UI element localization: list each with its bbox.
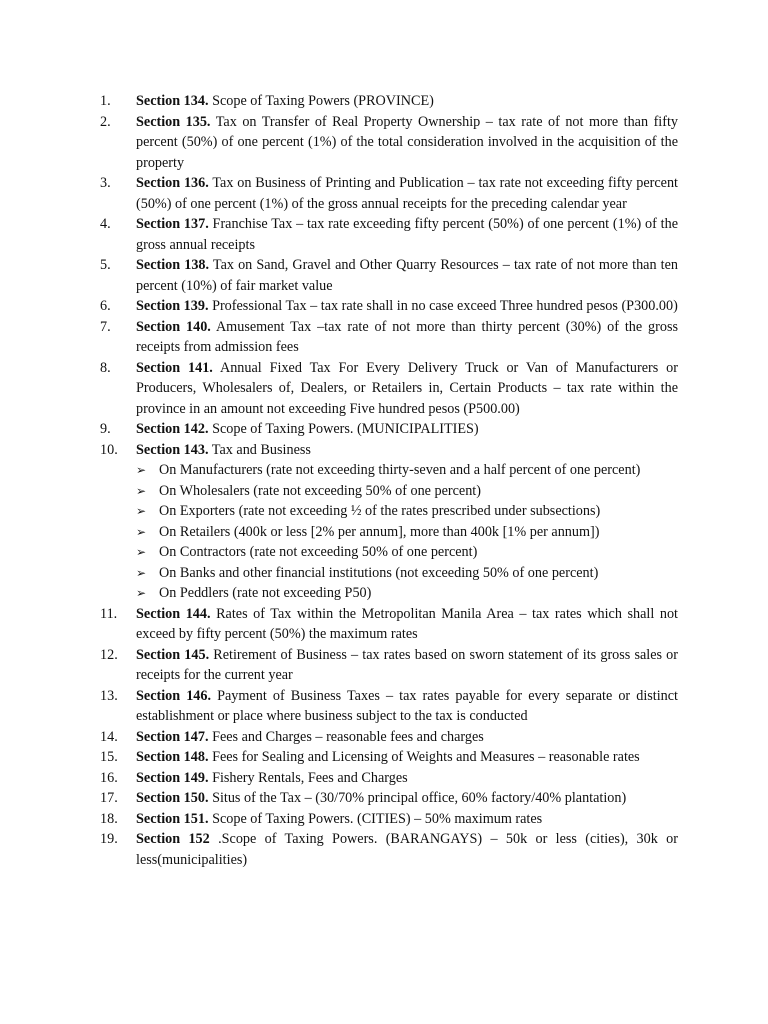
list-item: 16. Section 149. Fishery Rentals, Fees and Charges	[100, 769, 408, 786]
section-label: Section 136.	[136, 175, 209, 191]
item-text: Professional Tax – tax rate shall in no case exceed Three hundred pesos (P300.00)	[208, 298, 678, 314]
section-label: Section 145.	[136, 646, 210, 663]
section-label: Section 146.	[136, 687, 212, 704]
arrow-bullet-icon: ➢	[136, 545, 147, 559]
item-text: Retirement of Business – tax rates based on sworn statement of its gross sales or receipts for the current year	[136, 646, 679, 683]
item-text: Scope of Taxing Powers (PROVINCE)	[208, 93, 434, 109]
item-text: Fees and Charges – reasonable fees and charges	[208, 728, 484, 745]
sub-list-item: ➢ On Banks and other financial institutions (not exceeding 50% of one percent)	[136, 563, 678, 584]
list-item: 5. Section 138. Tax on Sand, Gravel and Other Quarry Resources – tax rate of not more than ten percent (10%) of fair market value	[100, 257, 678, 294]
item-text: Franchise Tax – tax rate exceeding fifty percent (50%) of one percent (1%) of the gross annual receipts	[136, 216, 678, 253]
list-item: 6. Section 139. Professional Tax – tax rate shall in no case exceed Three hundred pesos (P300.00)	[100, 298, 678, 314]
item-text: Fees for Sealing and Licensing of Weights and Measures – reasonable rates	[208, 749, 640, 765]
list-item: 18. Section 151. Scope of Taxing Powers. (CITIES) – 50% maximum rates	[100, 810, 543, 827]
item-text: Scope of Taxing Powers. (MUNICIPALITIES)	[208, 421, 479, 437]
list-item: 1. Section 134. Scope of Taxing Powers (PROVINCE)	[100, 93, 434, 109]
section-label: Section 149.	[136, 769, 209, 786]
section-label: Section 148.	[136, 749, 209, 765]
sub-list-item: ➢ On Contractors (rate not exceeding 50% of one percent)	[136, 542, 678, 563]
arrow-bullet-icon: ➢	[136, 565, 147, 580]
section-label: Section 147.	[136, 728, 209, 745]
sub-list-item: ➢ On Peddlers (rate not exceeding P50)	[136, 583, 678, 604]
item-text: Payment of Business Taxes – tax rates payable for every separate or distinct establishment or place where business subject to the tax is conducted	[136, 687, 678, 724]
sub-list-item: ➢ On Wholesalers (rate not exceeding 50% of one percent)	[136, 481, 678, 502]
section-label: Section 137.	[136, 216, 209, 232]
list-item: 12. Section 145. Retirement of Business – tax rates based on sworn statement of its gross sales or receipts for the current year	[100, 646, 679, 683]
item-text: Fishery Rentals, Fees and Charges	[208, 769, 408, 786]
list-item: 8. Section 141. Annual Fixed Tax For Every Delivery Truck or Van of Manufacturers or Producers, Wholesalers of, Dealers, or Retailers in, Certain Products – tax rate within the province in an amount not exceeding Five hundred pesos (P500.00)	[100, 359, 678, 417]
section-label: Section 141.	[136, 359, 213, 376]
arrow-bullet-icon: ➢	[136, 524, 147, 539]
section-label: Section 140.	[136, 318, 211, 335]
section-list	[0, 91, 678, 870]
item-text: Tax on Sand, Gravel and Other Quarry Resources – tax rate of not more than ten percent (10%) of fair market value	[136, 257, 678, 294]
section-label: Section 151.	[136, 810, 209, 827]
arrow-bullet-icon: ➢	[136, 586, 147, 600]
item-text: Tax and Business	[208, 441, 311, 458]
list-item: 10. Section 143. Tax and Business ➢ On Manufacturers (rate not exceeding thirty-seven and a half percent of one percent) ➢ On Wholesalers (rate not exceeding 50% of one percent) ➢ On Exporters (rate not exceeding ½ of the rates prescribed under subsections) ➢ On Retailers (400k or less [2% per annum], more than 400k [1% per annum]) ➢ On Contractors (rate not exceeding 50% of one percent) ➢ On Banks and other financial institutions (not exceeding 50% of one percent) ➢ On Peddlers (rate not exceeding P50)	[0, 440, 678, 604]
item-text: Situs of the Tax – (30/70% principal office, 60% factory/40% plantation)	[208, 790, 627, 806]
list-item: 17. Section 150. Situs of the Tax – (30/70% principal office, 60% factory/40% plantation)	[100, 790, 627, 806]
arrow-bullet-icon: ➢	[136, 504, 147, 518]
item-text: Amusement Tax –tax rate of not more than thirty percent (30%) of the gross receipts from admission fees	[136, 318, 678, 355]
section-label: Section 150.	[136, 790, 209, 806]
section-label: Section 139.	[136, 298, 209, 314]
section-label: Section 143.	[136, 441, 209, 458]
list-item: 14. Section 147. Fees and Charges – reasonable fees and charges	[100, 728, 484, 745]
item-text: Scope of Taxing Powers. (CITIES) – 50% maximum rates	[208, 810, 543, 827]
section-label: Section 134.	[136, 93, 209, 109]
list-item: 7. Section 140. Amusement Tax –tax rate of not more than thirty percent (30%) of the gross receipts from admission fees	[100, 318, 678, 355]
item-text: Rates of Tax within the Metropolitan Manila Area – tax rates which shall not exceed by fifty percent (50%) the maximum rates	[136, 605, 678, 642]
arrow-bullet-icon: ➢	[136, 483, 147, 498]
list-item: 9. Section 142. Scope of Taxing Powers. (MUNICIPALITIES)	[100, 421, 479, 437]
list-item: 19. Section 152 .Scope of Taxing Powers. (BARANGAYS) – 50k or less (cities), 30k or less(municipalities)	[100, 831, 678, 868]
section-label: Section 142.	[136, 421, 209, 437]
item-text: Tax on Business of Printing and Publication – tax rate not exceeding fifty percent (50%) of one percent (1%) of the gross annual receipts for the preceding calendar year	[136, 175, 678, 212]
sub-list-item: ➢ On Manufacturers (rate not exceeding thirty-seven and a half percent of one percent)	[136, 460, 678, 481]
list-item: 4. Section 137. Franchise Tax – tax rate exceeding fifty percent (50%) of one percent (1%) of the gross annual receipts	[100, 216, 678, 253]
list-item: 13. Section 146. Payment of Business Taxes – tax rates payable for every separate or distinct establishment or place where business subject to the tax is conducted	[100, 687, 678, 724]
arrow-bullet-icon: ➢	[136, 463, 147, 477]
list-item: 15. Section 148. Fees for Sealing and Licensing of Weights and Measures – reasonable rates	[100, 749, 640, 765]
business-tax-sublist	[136, 460, 678, 604]
list-item: 2. Section 135. Tax on Transfer of Real Property Ownership – tax rate of not more than fifty percent (50%) of one percent (1%) of the total consideration involved in the acquisition of the property	[100, 113, 678, 171]
item-text: Annual Fixed Tax For Every Delivery Truck or Van of Manufacturers or Producers, Wholesalers of, Dealers, or Retailers in, Certain Products – tax rate within the province in an amount not exceeding Five hundred pesos (P500.00)	[136, 359, 678, 417]
list-item: 3. Section 136. Tax on Business of Printing and Publication – tax rate not exceeding fifty percent (50%) of one percent (1%) of the gross annual receipts for the preceding calendar year	[100, 175, 678, 212]
section-label: Section 144.	[136, 605, 211, 622]
section-label: Section 138.	[136, 257, 210, 273]
item-text: .Scope of Taxing Powers. (BARANGAYS) – 50k or less (cities), 30k or less(municipalities)	[136, 831, 678, 868]
sub-list-item: ➢ On Retailers (400k or less [2% per annum], more than 400k [1% per annum])	[136, 522, 678, 543]
section-label: Section 135.	[136, 113, 211, 130]
section-label: Section 152	[136, 831, 210, 847]
sub-list-item: ➢ On Exporters (rate not exceeding ½ of the rates prescribed under subsections)	[136, 501, 678, 522]
list-item: 11. Section 144. Rates of Tax within the Metropolitan Manila Area – tax rates which shall not exceed by fifty percent (50%) the maximum rates	[100, 605, 678, 642]
item-text: Tax on Transfer of Real Property Ownership – tax rate of not more than fifty percent (50%) of one percent (1%) of the total consideration involved in the acquisition of the property	[136, 113, 678, 171]
